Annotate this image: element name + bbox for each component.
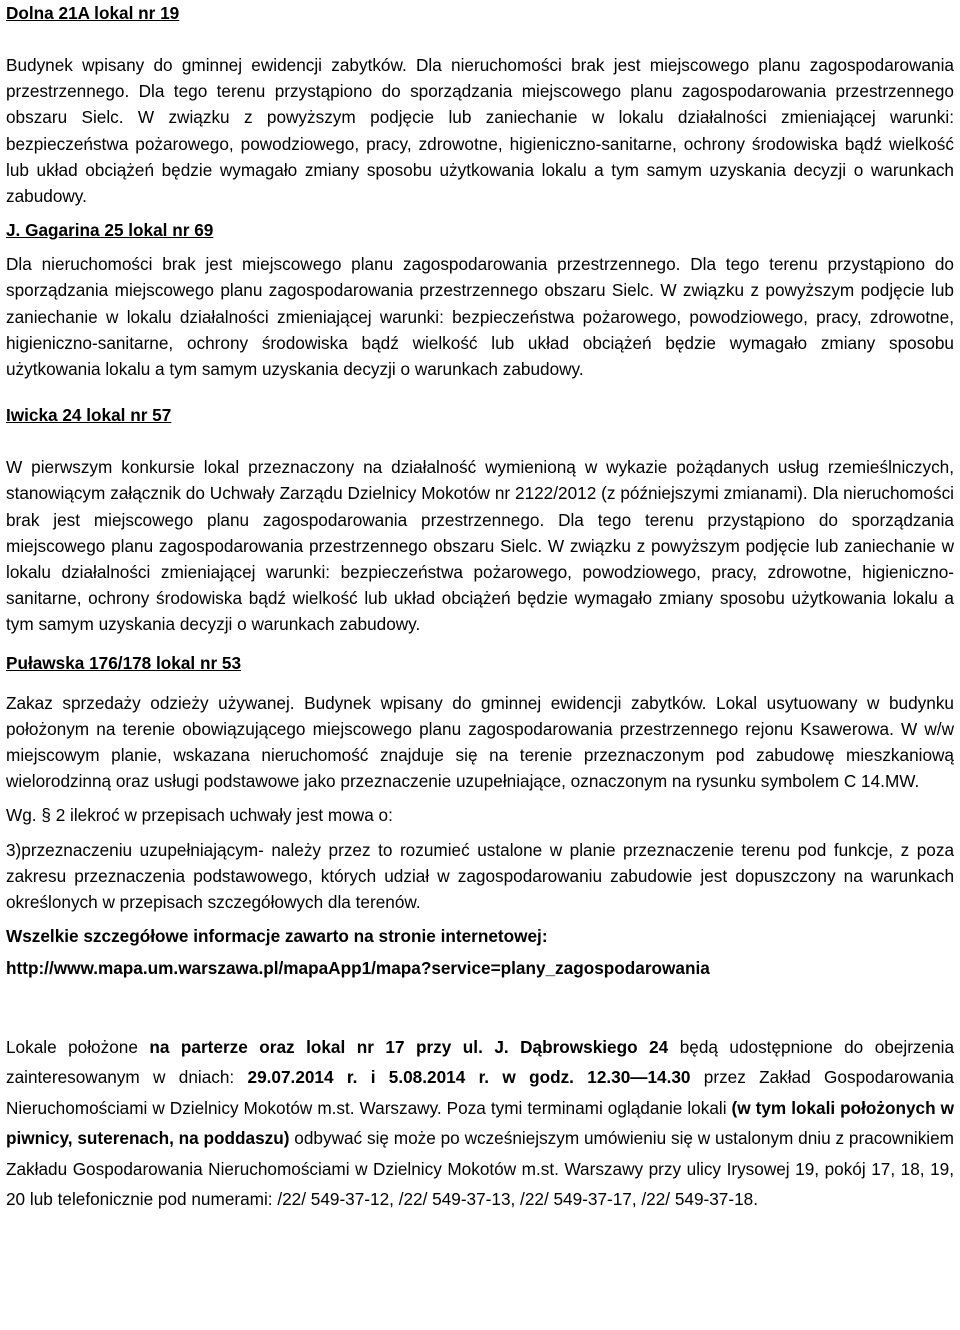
closing-text-1: Lokale położone (6, 1036, 150, 1057)
wg-prefix: Wg. (6, 805, 37, 826)
section-paragraph-gagarina: Dla nieruchomości brak jest miejscowego planu zagospodarowania przestrzennego. Dla tego terenu przystąpiono do sporządzania miejscowego planu zagospodarowania przestrzennego obszaru Sielc. W związku z powyższym podjęcie lub zaniechanie w lokalu działalności zmieniającej warunki: bezpieczeństwa pożarowego, powodziowego, pracy, zdrowotne, higieniczno-sanitarne, ochrony środowiska bądź wielkość lub układ obciążeń będzie wymagało zmiany sposobu użytkowania lokalu a tym samym uzyskania decyzji o warunkach zabudowy. (6, 254, 954, 380)
section-heading-gagarina: J. Gagarina 25 lokal nr 69 (6, 220, 214, 241)
closing-bold-dates: 29.07.2014 r. i 5.08.2014 r. w godz. 12.30 (247, 1067, 631, 1088)
closing-bold-endtime: 14.30 (647, 1067, 691, 1088)
section-heading-pulawska: Puławska 176/178 lokal nr 53 (6, 652, 242, 673)
section-paragraph-pulawska: Zakaz sprzedaży odzieży używanej. Budynek wpisany do gminnej ewidencji zabytków. Lokal usytuowany w budynku położonym na terenie obowiązującego miejscowego planu zagospodarowania przestrzennego rejonu Ksawerowa. W w/w miejscowym planie, wskazana nieruchomość znajduje się na terenie przeznaczonym pod zabudowę mieszkaniową wielorodzinną oraz usługi podstawowe jako przeznaczenie uzupełniające, oznaczonym na rysunku symbolem C 14.MW. (6, 692, 954, 792)
section-heading-dolna: Dolna 21A lokal nr 19 (6, 3, 180, 23)
closing-text-3: przez Zakład Gospodarowania Nieruchomościami w Dzielnicy Mokotów m.st. Warszawy. Poza tymi terminami oglądanie lokali (6, 1067, 954, 1118)
closing-bold-scope: (w tym lokali położonych w piwnicy, suterenach, na poddaszu) (6, 1097, 954, 1149)
definition-paragraph: 3)przeznaczeniu uzupełniającym- należy przez to rozumieć ustalone w planie przeznaczenie terenu pod funkcje, z poza zakresu przeznaczenia podstawowego, których udział w zagospodarowaniu zabudowie jest dopuszczony na warunkach określonych w przepisach szczegółowych dla terenów. (6, 839, 954, 913)
info-label: Wszelkie szczegółowe informacje zawarto na stronie internetowej: (6, 926, 548, 947)
closing-text-4: odbywać się może po wcześniejszym umówieniu się w ustalonym dniu z pracownikiem Zakładu Gospodarowania Nieruchomościami w Dzielnicy Mokotów m.st. Warszawy przy ulicy Irysowej 19, pokój 17, 18, 19, 20 lub telefonicznie pod numerami: /22/ 549-37-12, /22/ 549-37-13, /22/ 549-37-17, /22/ 549-37-18. (6, 1128, 954, 1210)
closing-paragraph (6, 1032, 954, 1215)
closing-text-2: będą udostępnione do obejrzenia zainteresowanym w dniach: (6, 1036, 955, 1088)
section-paragraph-iwicka: W pierwszym konkursie lokal przeznaczony na działalność wymienioną w wykazie pożądanych usług rzemieślniczych, stanowiącym załącznik do Uchwały Zarządu Dzielnicy Mokotów nr 2122/2012 (z późniejszymi zmianami). Dla nieruchomości brak jest miejscowego planu zagospodarowania przestrzennego. Dla tego terenu przystąpiono do sporządzania miejscowego planu zagospodarowania przestrzennego obszaru Sielc. W związku z powyższym podjęcie lub zaniechanie w lokalu działalności zmieniającej warunki: bezpieczeństwa pożarowego, powodziowego, pracy, zdrowotne, higieniczno-sanitarne, ochrony środowiska bądź wielkość lub układ obciążeń będzie wymagało zmiany sposobu użytkowania lokalu a tym samym uzyskania decyzji o warunkach zabudowy. (6, 457, 954, 635)
info-url-link[interactable]: http://www.mapa.um.warszawa.pl/mapaApp1/mapa?service=plany_zagospodarowania (6, 958, 710, 979)
wg-text: 2 ilekroć w przepisach uchwały jest mowa o: (55, 805, 393, 826)
closing-bold-location: na parterze oraz lokal nr 17 przy ul. J. Dąbrowskiego 24 (149, 1036, 669, 1057)
wg-line (6, 802, 954, 828)
section-paragraph-dolna: Budynek wpisany do gminnej ewidencji zabytków. Dla nieruchomości brak jest miejscowego planu zagospodarowania przestrzennego. Dla tego terenu przystąpiono do sporządzania miejscowego planu zagospodarowania przestrzennego obszaru Sielc. W związku z powyższym podjęcie lub zaniechanie w lokalu działalności zmieniającej warunki: bezpieczeństwa pożarowego, powodziowego, pracy, zdrowotne, higieniczno-sanitarne, ochrony środowiska bądź wielkość lub układ obciążeń będzie wymagało zmiany sposobu użytkowania lokalu a tym samym uzyskania decyzji o warunkach zabudowy. (6, 55, 954, 207)
paragraph-sign: § (41, 805, 51, 826)
section-heading-iwicka: Iwicka 24 lokal nr 57 (6, 405, 172, 426)
closing-dash: — (630, 1067, 648, 1088)
